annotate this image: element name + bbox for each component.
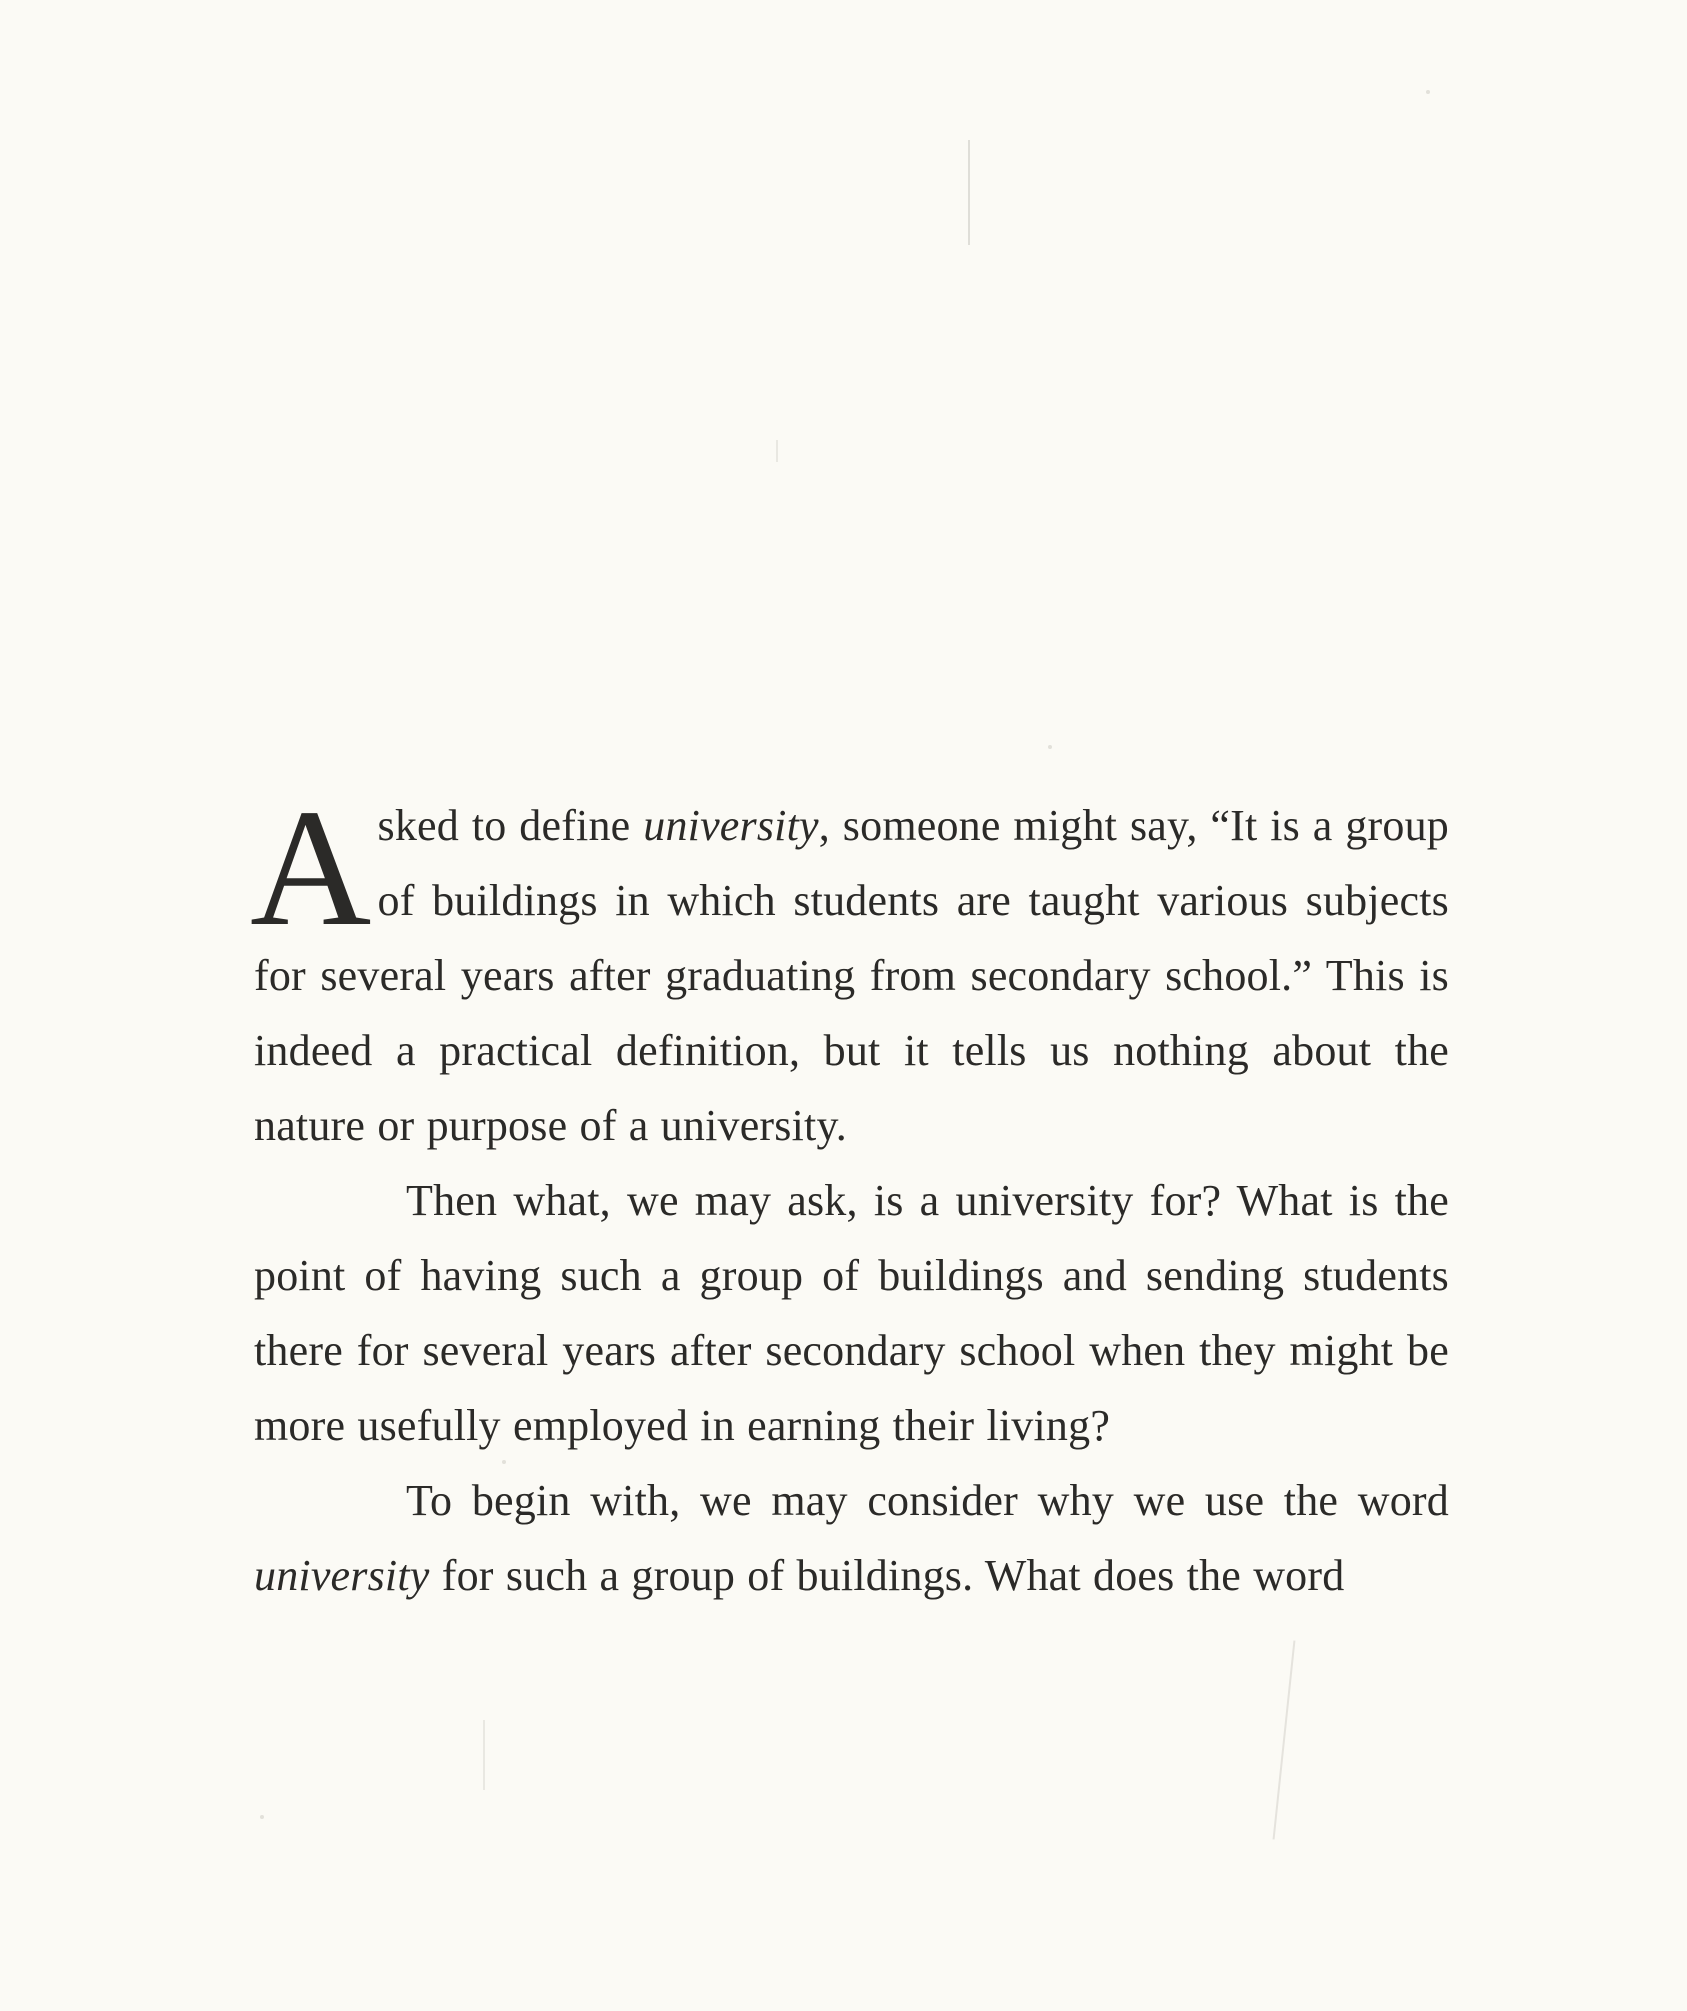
scan-speck (1426, 90, 1430, 94)
paragraph-3-italic-term: university (254, 1551, 430, 1600)
drop-cap: A (250, 775, 372, 961)
scan-mark (776, 440, 778, 462)
paragraph-1-text-b: , someone might say, “It is a group of buildings in which students are taught various subjects for several years after graduating from secondary school.” This is indeed a practical definition, but it tells us nothing about the nature or purpose of a university. (254, 801, 1450, 1150)
paragraph-1 (250, 775, 1450, 1163)
paragraph-1-italic-term: university (643, 801, 819, 850)
paragraph-1-text-a: sked to define (377, 801, 644, 850)
paragraph-3 (254, 1463, 1449, 1613)
paragraph-2: Then what, we may ask, is a university for? What is the point of having such a group of buildings and sending students there for several years after secondary school when they might be more usefully employed in earning their living? (254, 1176, 1449, 1450)
paragraph-3-text-b: for such a group of buildings. What does the word (429, 1551, 1345, 1600)
scan-speck (260, 1815, 264, 1819)
scan-mark (1273, 1640, 1296, 1839)
paragraph-3-text-a: To begin with, we may consider why we use the word (406, 1476, 1449, 1525)
scan-mark (968, 140, 970, 245)
body-text (250, 775, 1450, 1613)
scan-speck (1048, 745, 1052, 749)
scan-mark (483, 1720, 485, 1790)
